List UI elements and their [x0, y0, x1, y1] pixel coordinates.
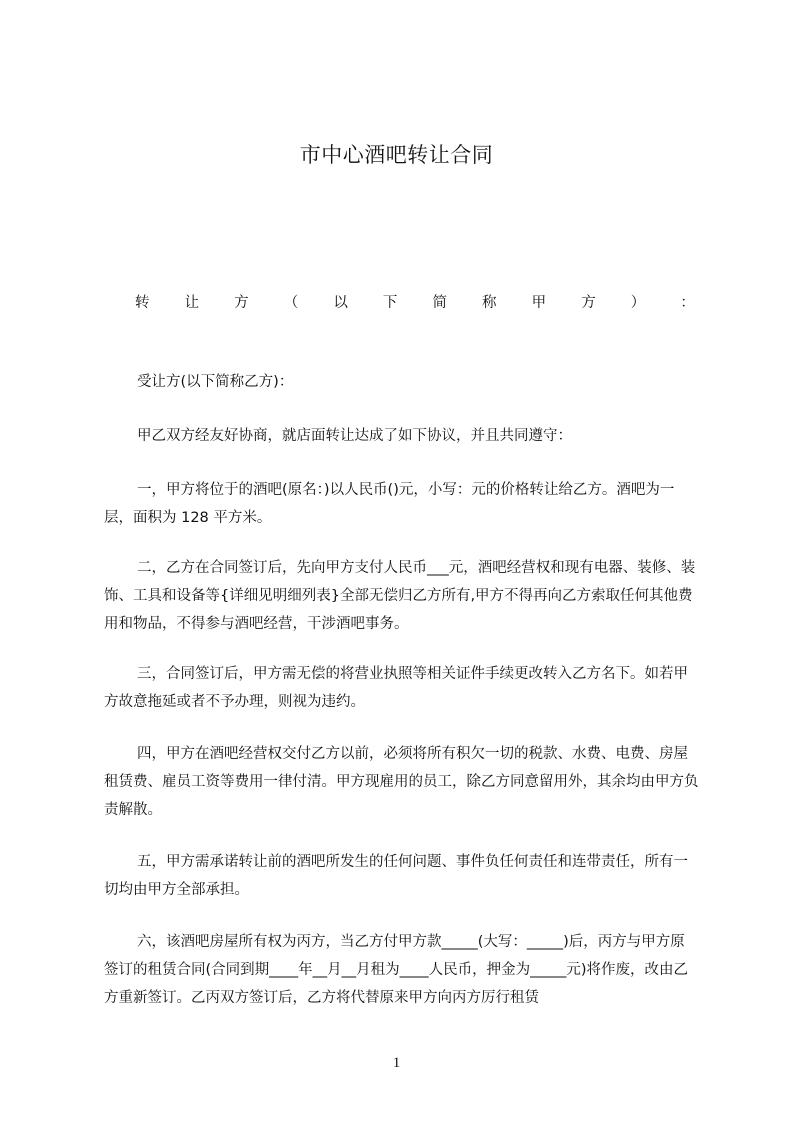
document-title: 市中心酒吧转让合同 [299, 143, 494, 167]
transferor-char: ： [680, 294, 695, 311]
page-number: 1 [392, 1055, 401, 1071]
transferor-char: 甲 [531, 294, 547, 311]
transferor-char: 下 [382, 294, 398, 311]
clause-5: 五，甲方需承诺转让前的酒吧所发生的任何问题、事件负任何责任和连带责任，所有一切均由甲方全部承担。 [104, 854, 688, 898]
transferor-char: ） [630, 294, 646, 311]
clause-1: 一，甲方将位于的酒吧(原名：)以人民币()元，小写：元的价格转让给乙方。酒吧为一层，面积为 128 平方米。 [104, 482, 675, 526]
transferee-line: 受让方(以下简称乙方)： [137, 374, 294, 390]
transferor-char: 以 [333, 294, 348, 311]
transferor-char: 方 [581, 294, 596, 311]
intro-paragraph: 甲乙双方经友好协商，就店面转让达成了如下协议，并且共同遵守： [137, 428, 572, 444]
transferor-line [135, 287, 695, 315]
clause-6: 六，该酒吧房屋所有权为丙方，当乙方付甲方款_____(大写：_____)后，丙方与甲方原签订的租赁合同(合同到期____年__月__月租为____人民币，押金为_____元)将作废，改由乙方重新签订。乙丙双方签订后，乙方将代替原来甲方向丙方厉行租赁 [104, 934, 689, 1006]
transferor-char: 让 [184, 294, 200, 311]
clause-4: 四，甲方在酒吧经营权交付乙方以前，必须将所有积欠一切的税款、水费、电费、房屋租赁费、雇员工资等费用一律付清。甲方现雇用的员工，除乙方同意留用外，其余均由甲方负责解散。 [104, 746, 699, 818]
transferor-char: 称 [482, 294, 497, 311]
transferor-char: 方 [234, 294, 249, 311]
clause-3: 三，合同签订后，甲方需无偿的将营业执照等相关证件手续更改转入乙方名下。如若甲方故意拖延或者不予办理，则视为违约。 [104, 666, 688, 710]
transferor-char: 转 [135, 294, 150, 311]
transferor-char: （ [283, 294, 299, 311]
clause-2: 二，乙方在合同签订后，先向甲方支付人民币___元，酒吧经营权和现有电器、装修、装饰、工具和设备等{详细见明细列表}全部无偿归乙方所有,甲方不得再向乙方索取任何其他费用和物品，不得参与酒吧经营，干涉酒吧事务。 [104, 560, 696, 632]
transferor-char: 简 [432, 294, 447, 311]
